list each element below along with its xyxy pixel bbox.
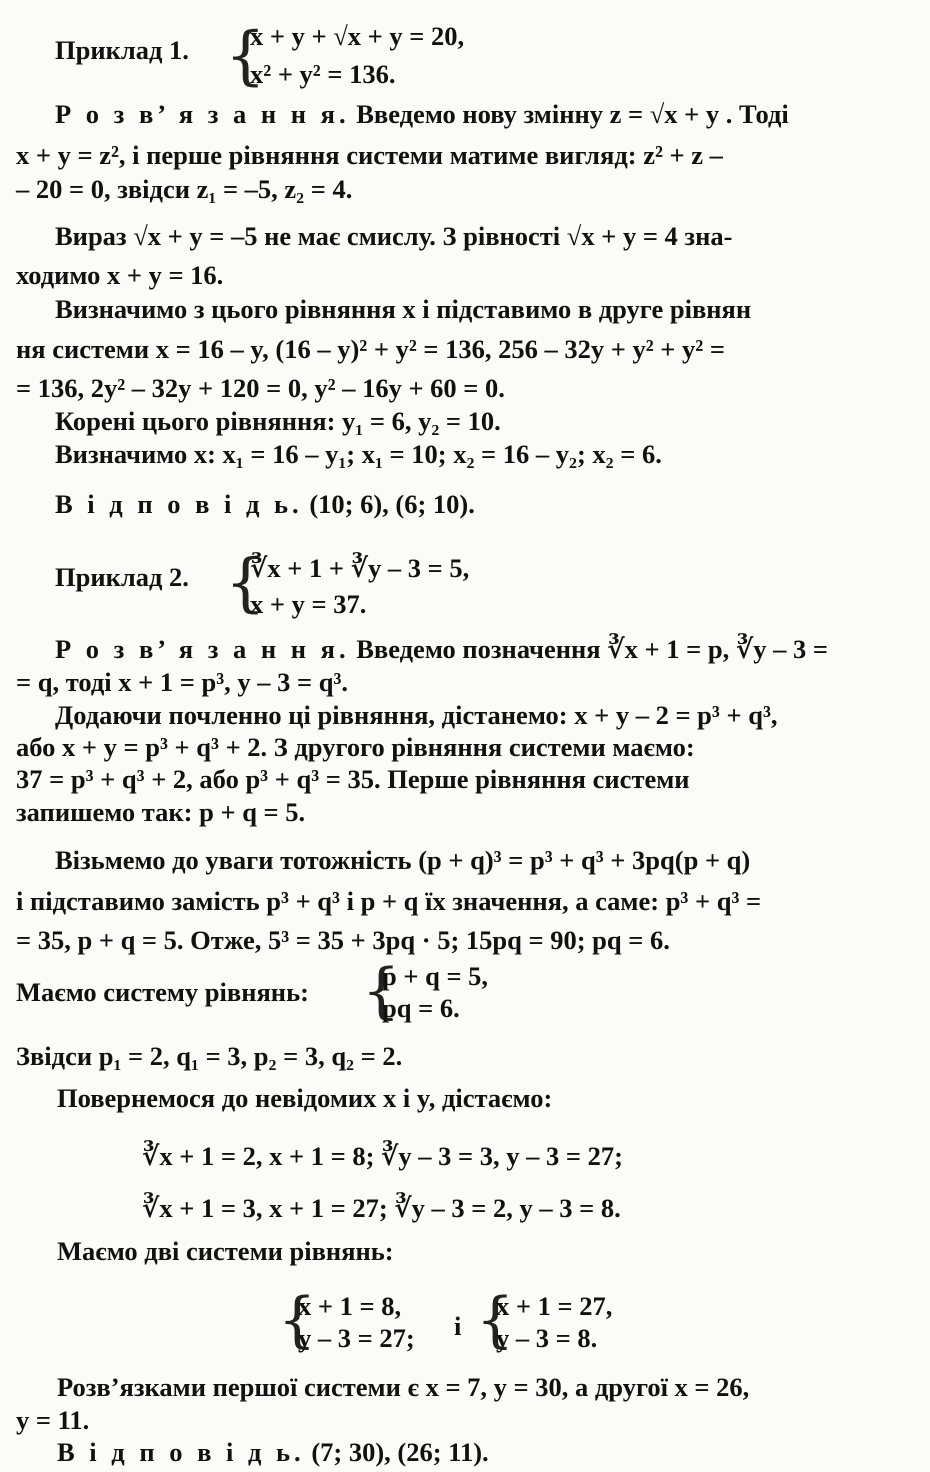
- answer-label: В і д п о в і д ь.: [55, 489, 303, 519]
- text-line: Звідси p₁ = 2, q₁ = 3, p₂ = 3, q₂ = 2.: [16, 1041, 403, 1071]
- text-line: Визначимо x: x₁ = 16 – y₁; x₁ = 10; x₂ = 16 – y₂; x₂ = 6.: [55, 439, 662, 469]
- text-line: = 136, 2y² – 32y + 120 = 0, y² – 16y + 60 = 0.: [16, 373, 505, 403]
- system-eq-1: ∛x + 1 + ∛y – 3 = 5,: [250, 553, 470, 583]
- text-line: ∛x + 1 = 3, x + 1 = 27; ∛y – 3 = 2, y – 3 = 8.: [142, 1193, 621, 1223]
- text-line: і підставимо замість p³ + q³ і p + q їх значення, а саме: p³ + q³ =: [16, 886, 762, 916]
- text-line: – 20 = 0, звідси z₁ = –5, z₂ = 4.: [16, 174, 353, 204]
- text-line: ∛x + 1 = 2, x + 1 = 8; ∛y – 3 = 3, y – 3 = 27;: [142, 1141, 623, 1171]
- text-line: Корені цього рівняння: y₁ = 6, y₂ = 10.: [55, 406, 501, 436]
- text-line: y = 11.: [16, 1405, 90, 1435]
- text-line: Введемо нову змінну z = √x + y . Тоді: [356, 99, 789, 129]
- system-eq-1: x + y + √x + y = 20,: [250, 21, 465, 51]
- answer-value: (7; 30), (26; 11).: [311, 1437, 489, 1467]
- text-line: або x + y = p³ + q³ + 2. З другого рівняння системи маємо:: [16, 732, 695, 762]
- answer-label: В і д п о в і д ь.: [57, 1437, 305, 1467]
- system-eq-2: y – 3 = 8.: [496, 1323, 598, 1353]
- system-brace: {: [278, 1285, 317, 1355]
- text-line: = 35, p + q = 5. Отже, 5³ = 35 + 3pq · 5; 15pq = 90; pq = 6.: [16, 925, 670, 955]
- text-line: Повернемося до невідомих x і y, дістаємо:: [57, 1083, 553, 1113]
- example-2-title: Приклад 2.: [55, 562, 189, 592]
- text-line: ходимо x + y = 16.: [16, 260, 224, 290]
- example-1-title: Приклад 1.: [55, 35, 189, 65]
- text-line: Розв’язками першої системи є x = 7, y = 30, а другої x = 26,: [57, 1372, 750, 1402]
- answer-value: (10; 6), (6; 10).: [309, 489, 475, 519]
- system-brace: {: [225, 546, 266, 620]
- system-eq-2: y – 3 = 27;: [298, 1323, 415, 1353]
- text-line: Візьмемо до уваги тотожність (p + q)³ = p³ + q³ + 3pq(p + q): [55, 845, 751, 875]
- system-eq-2: x + y = 37.: [250, 589, 367, 619]
- text-line: Маємо систему рівнянь:: [16, 977, 309, 1007]
- system-brace: {: [225, 19, 266, 93]
- conjunction: і: [454, 1311, 462, 1341]
- system-eq-2: x² + y² = 136.: [250, 59, 396, 89]
- text-line: x + y = z², і перше рівняння системи матиме вигляд: z² + z –: [16, 140, 723, 170]
- text-line: Додаючи почленно ці рівняння, дістанемо: x + y – 2 = p³ + q³,: [55, 700, 778, 730]
- text-line: 37 = p³ + q³ + 2, або p³ + q³ = 35. Перше рівняння системи: [16, 764, 690, 794]
- text-line: ня системи x = 16 – y, (16 – y)² + y² = 136, 256 – 32y + y² + y² =: [16, 334, 725, 364]
- solution-label: Р о з в’ я з а н н я.: [55, 99, 350, 129]
- solution-label: Р о з в’ я з а н н я.: [55, 634, 350, 664]
- system-brace: {: [362, 956, 401, 1026]
- text-line: Визначимо з цього рівняння x і підставимо в друге рівнян: [55, 294, 752, 324]
- text-line: запишемо так: p + q = 5.: [16, 797, 306, 827]
- system-brace: {: [476, 1285, 515, 1355]
- text-line: Вираз √x + y = –5 не має смислу. З рівності √x + y = 4 зна-: [55, 221, 733, 251]
- system-eq-1: p + q = 5,: [382, 961, 489, 991]
- system-eq-2: pq = 6.: [382, 993, 460, 1023]
- system-eq-1: x + 1 = 8,: [298, 1291, 402, 1321]
- text-line: Маємо дві системи рівнянь:: [57, 1236, 394, 1266]
- system-eq-1: x + 1 = 27,: [496, 1291, 613, 1321]
- text-line: Введемо позначення ∛x + 1 = p, ∛y – 3 =: [356, 634, 828, 664]
- text-line: = q, тоді x + 1 = p³, y – 3 = q³.: [16, 667, 349, 697]
